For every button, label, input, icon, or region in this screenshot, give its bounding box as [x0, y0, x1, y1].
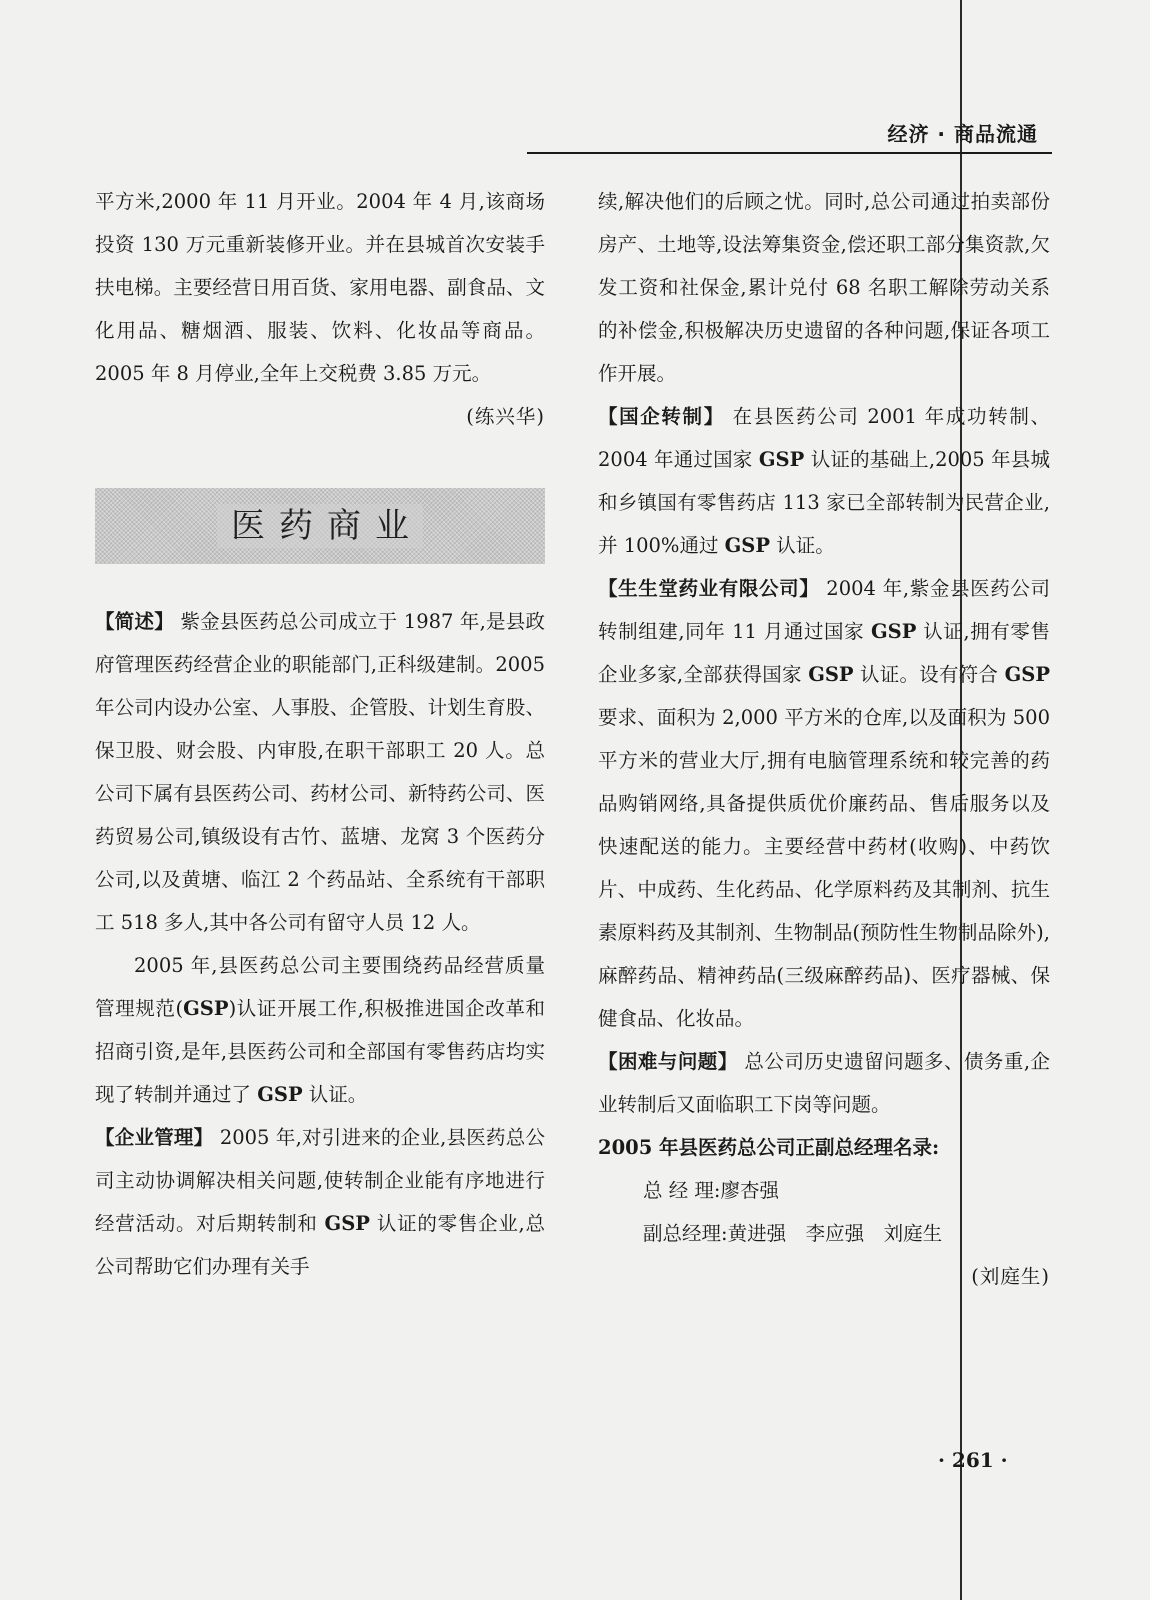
problems-tag: 【困难与问题】: [598, 1050, 738, 1073]
deputy-manager-line: 副总经理:黄进强 李应强 刘庭生: [643, 1222, 943, 1245]
ssd-gsp2: GSP: [808, 663, 854, 686]
paragraph-reform: [598, 395, 1050, 567]
p2-text-b: )认证开展工作,积极推进国企改革和招商引资,是年,县医药公司和全部国有零售药店均实现了转制并通过了: [95, 997, 546, 1106]
author-credit-2: (刘庭生): [971, 1265, 1050, 1288]
section-banner: [95, 488, 545, 564]
reform-tag: 【国企转制】: [598, 405, 725, 428]
reform-gsp2: GSP: [724, 534, 771, 557]
ssd-text-a: 2004 年,紫金县医药公司转制组建,同年 11 月通过国家: [598, 577, 1050, 643]
management-tag: 【企业管理】: [95, 1126, 214, 1149]
reform-text-a: 在县医药公司 2001 年成功转制、2004 年通过国家: [598, 405, 1050, 471]
p2-gsp2: GSP: [257, 1083, 303, 1106]
paragraph-problems: [598, 1040, 1050, 1126]
problems-text: 总公司历史遗留问题多、债务重,企业转制后又面临职工下岗等问题。: [598, 1050, 1050, 1116]
ssd-text-d: 要求、面积为 2,000 平方米的仓库,以及面积为 500 平方米的营业大厅,拥有电脑管理系统和较完善的药品购销网络,具备提供质优价廉药品、售后服务以及快速配送的能力。主要经营中药材(收购)、中药饮片、中成药、生化药品、化学原料药及其制剂、抗生素原料药及其制剂、生物制品(预防性生物制品除外),麻醉药品、精神药品(三级麻醉药品)、医疗器械、保健食品、化妆品。: [598, 706, 1050, 1030]
overview-text: 紫金县医药总公司成立于 1987 年,是县政府管理医药经营企业的职能部门,正科级建制。2005 年公司内设办公室、人事股、企管股、计划生育股、保卫股、财会股、内审股,在职干部职工 20 人。总公司下属有县医药公司、药材公司、新特药公司、医药贸易公司,镇级设有古竹、蓝塘、龙窝 3 个医药分公司,以及黄塘、临江 2 个药品站、全系统有干部职工 518 多人,其中各公司有留守人员 12 人。: [95, 610, 545, 934]
paragraph-mall: 平方米,2000 年 11 月开业。2004 年 4 月,该商场投资 130 万元重新装修开业。并在县城首次安装手扶电梯。主要经营日用百货、家用电器、副食品、文化用品、糖烟酒、服装、饮料、化妆品等商品。2005 年 8 月停业,全年上交税费 3.85 万元。: [95, 190, 545, 385]
header-rule: [527, 152, 1052, 154]
paragraph-2005: [95, 944, 545, 1116]
paragraph-shengshengtang: [598, 567, 1050, 1040]
author-credit: (练兴华): [466, 405, 545, 428]
roster-title: 2005 年县医药总公司正副总经理名录:: [598, 1136, 940, 1159]
overview-tag: 【简述】: [95, 610, 174, 633]
page-number: · 261 ·: [938, 1448, 1008, 1472]
paragraph-continued: 续,解决他们的后顾之忧。同时,总公司通过拍卖部份房产、土地等,设法筹集资金,偿还职工部分集资款,欠发工资和社保金,累计兑付 68 名职工解除劳动关系的补偿金,积极解决历史遗留的各种问题,保证各项工作开展。: [598, 190, 1050, 385]
running-header: 经济 · 商品流通: [887, 122, 1038, 146]
management-text: 2005 年,对引进来的企业,县医药总公司主动协调解决相关问题,使转制企业能有序地进行经营活动。对后期转制和: [95, 1126, 545, 1235]
ssd-gsp3: GSP: [1004, 663, 1050, 686]
reform-text-b: 认证的基础上,2005 年县城和乡镇国有零售药店 113 家已全部转制为民营企业,并 100%通过: [598, 448, 1050, 557]
management-text-end: 认证的零售企业,总公司帮助它们办理有关手: [95, 1212, 545, 1278]
management-gsp: GSP: [324, 1212, 370, 1235]
right-column: [598, 180, 1050, 1298]
reform-text-c: 认证。: [770, 534, 835, 557]
paragraph-overview: [95, 600, 545, 944]
general-manager-line: 总 经 理:廖杏强: [643, 1179, 779, 1202]
p2-text-c: 认证。: [302, 1083, 368, 1106]
ssd-gsp: GSP: [871, 620, 917, 643]
left-column: [95, 180, 545, 1288]
p2-text-a: 2005 年,县医药总公司主要围绕药品经营质量管理规范(: [95, 954, 545, 1020]
shengshengtang-tag: 【生生堂药业有限公司】: [598, 577, 820, 600]
p2-gsp: GSP: [183, 997, 229, 1020]
paragraph-management: [95, 1116, 545, 1288]
reform-gsp: GSP: [758, 448, 805, 471]
ssd-text-c: 认证。设有符合: [853, 663, 1005, 686]
ssd-text-b: 认证,拥有零售企业多家,全部获得国家: [598, 620, 1050, 686]
section-title: 医药商业: [217, 504, 423, 548]
